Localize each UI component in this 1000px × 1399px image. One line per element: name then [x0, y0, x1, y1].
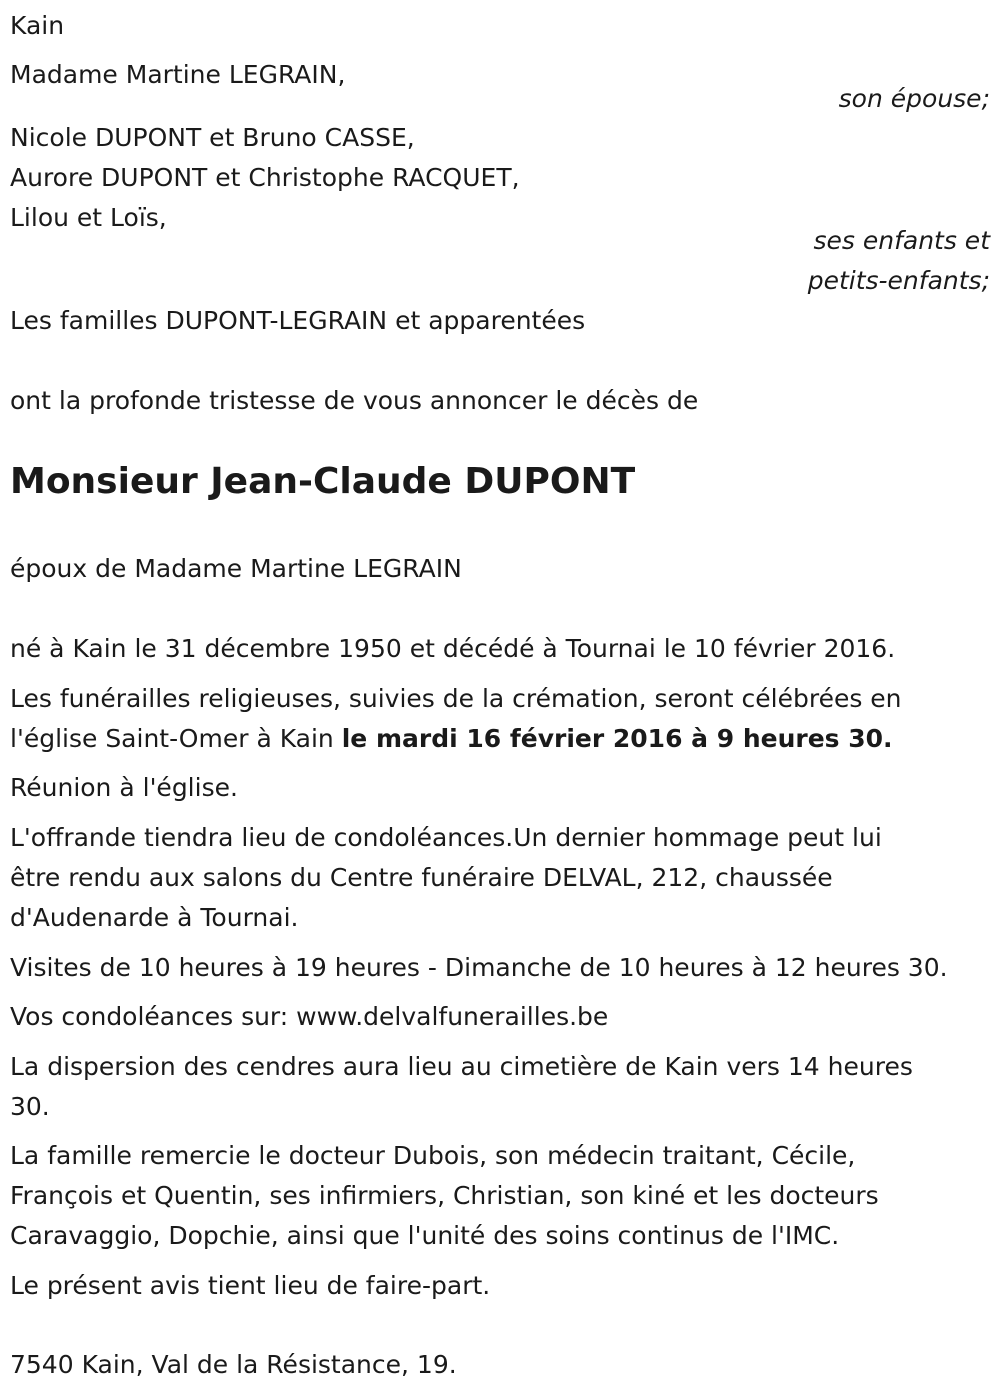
children-line-2: Aurore DUPONT et Christophe RACQUET, [10, 163, 520, 192]
thanks-line-3: Caravaggio, Dopchie, ainsi que l'unité des soins continus de l'IMC. [10, 1221, 840, 1250]
children-role-line-2: petits-enfants; [807, 266, 990, 295]
funeral-date: le mardi 16 février 2016 à 9 heures 30. [341, 724, 893, 753]
offering-line-2: être rendu aux salons du Centre funéraire DELVAL, 212, chaussée [10, 863, 833, 892]
thanks-line-2: François et Quentin, ses infirmiers, Christian, son kiné et les docteurs [10, 1181, 879, 1210]
spouse-of-line: époux de Madame Martine LEGRAIN [10, 554, 462, 583]
address-line: 7540 Kain, Val de la Résistance, 19. [10, 1350, 457, 1379]
condolences-line: Vos condoléances sur: www.delvalfunerailles.be [10, 1002, 609, 1031]
location-header: Kain [10, 11, 65, 40]
offering-line-3: d'Audenarde à Tournai. [10, 903, 299, 932]
funeral-line-1: Les funérailles religieuses, suivies de la crémation, seront célébrées en [10, 684, 902, 713]
families-line: Les familles DUPONT-LEGRAIN et apparentées [10, 306, 586, 335]
deceased-name: Monsieur Jean-Claude DUPONT [10, 461, 636, 502]
announcement-line: ont la profonde tristesse de vous annoncer le décès de [10, 386, 699, 415]
dispersion-line-1: La dispersion des cendres aura lieu au cimetière de Kain vers 14 heures [10, 1052, 913, 1081]
visits-line: Visites de 10 heures à 19 heures - Dimanche de 10 heures à 12 heures 30. [10, 953, 948, 982]
funeral-line-2 [10, 719, 893, 759]
children-role-line-1: ses enfants et [813, 226, 990, 255]
thanks-line-1: La famille remercie le docteur Dubois, son médecin traitant, Cécile, [10, 1141, 856, 1170]
notice-line: Le présent avis tient lieu de faire-part. [10, 1271, 491, 1300]
offering-line-1: L'offrande tiendra lieu de condoléances.Un dernier hommage peut lui [10, 823, 882, 852]
meeting-line: Réunion à l'église. [10, 773, 238, 802]
children-line-1: Nicole DUPONT et Bruno CASSE, [10, 123, 415, 152]
spouse-name: Madame Martine LEGRAIN, [10, 60, 346, 89]
spouse-role: son épouse; [838, 84, 990, 113]
dispersion-line-2: 30. [10, 1092, 50, 1121]
funeral-place: l'église Saint-Omer à Kain [10, 724, 342, 753]
children-line-3: Lilou et Loïs, [10, 203, 167, 232]
birth-death-line: né à Kain le 31 décembre 1950 et décédé à Tournai le 10 février 2016. [10, 634, 896, 663]
